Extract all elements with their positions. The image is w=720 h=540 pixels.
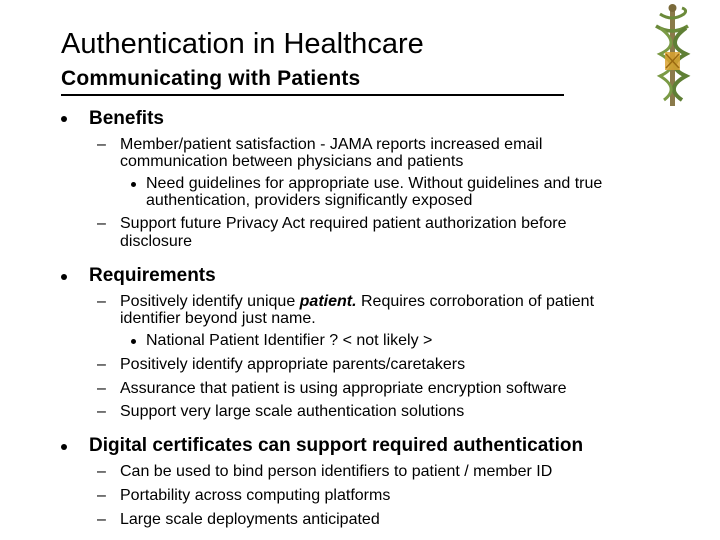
list-item-line: disclosure — [120, 233, 193, 250]
caduceus-icon — [642, 4, 704, 108]
section-heading-certificates: Digital certificates can support required authentication — [89, 435, 584, 456]
dash-marker: – — [97, 293, 106, 310]
sub-item-line: authentication, providers significantly exposed — [146, 192, 473, 209]
emphasized-word: patient. — [299, 293, 357, 310]
list-item-line: Positively identify appropriate parents/caretakers — [120, 356, 466, 373]
sub-item-line: National Patient Identifier ? < not likely > — [146, 332, 433, 349]
list-item-line — [120, 293, 594, 311]
text-run: Requires corroboration of patient — [356, 293, 595, 310]
dash-marker: – — [97, 356, 106, 373]
list-item-line: Portability across computing platforms — [120, 487, 391, 504]
dash-marker: – — [97, 380, 106, 397]
dash-marker: – — [97, 511, 106, 528]
list-item-line: identifier beyond just name. — [120, 310, 316, 327]
bullet-dot — [61, 116, 67, 122]
section-heading-benefits: Benefits — [89, 108, 164, 129]
section-heading-requirements: Requirements — [89, 265, 216, 286]
sub-item-line: Need guidelines for appropriate use. Without guidelines and true — [146, 175, 603, 192]
text-run: Positively identify unique — [120, 293, 300, 310]
list-item-line: Member/patient satisfaction - JAMA reports increased email — [120, 136, 543, 153]
list-item-line: Large scale deployments anticipated — [120, 511, 380, 528]
sub-bullet-dot — [131, 339, 136, 344]
list-item-line: communication between physicians and patients — [120, 153, 464, 170]
title-underline — [61, 94, 564, 96]
slide-title: Authentication in Healthcare — [61, 28, 424, 60]
dash-marker: – — [97, 463, 106, 480]
dash-marker: – — [97, 136, 106, 153]
dash-marker: – — [97, 487, 106, 504]
slide-subtitle: Communicating with Patients — [61, 67, 361, 90]
list-item-line: Can be used to bind person identifiers to patient / member ID — [120, 463, 553, 480]
list-item-line: Support future Privacy Act required patient authorization before — [120, 215, 567, 232]
sub-bullet-dot — [131, 182, 136, 187]
dash-marker: – — [97, 403, 106, 420]
bullet-dot — [61, 444, 67, 450]
bullet-dot — [61, 274, 67, 280]
dash-marker: – — [97, 215, 106, 232]
list-item-line: Assurance that patient is using appropriate encryption software — [120, 380, 567, 397]
list-item-line: Support very large scale authentication solutions — [120, 403, 465, 420]
